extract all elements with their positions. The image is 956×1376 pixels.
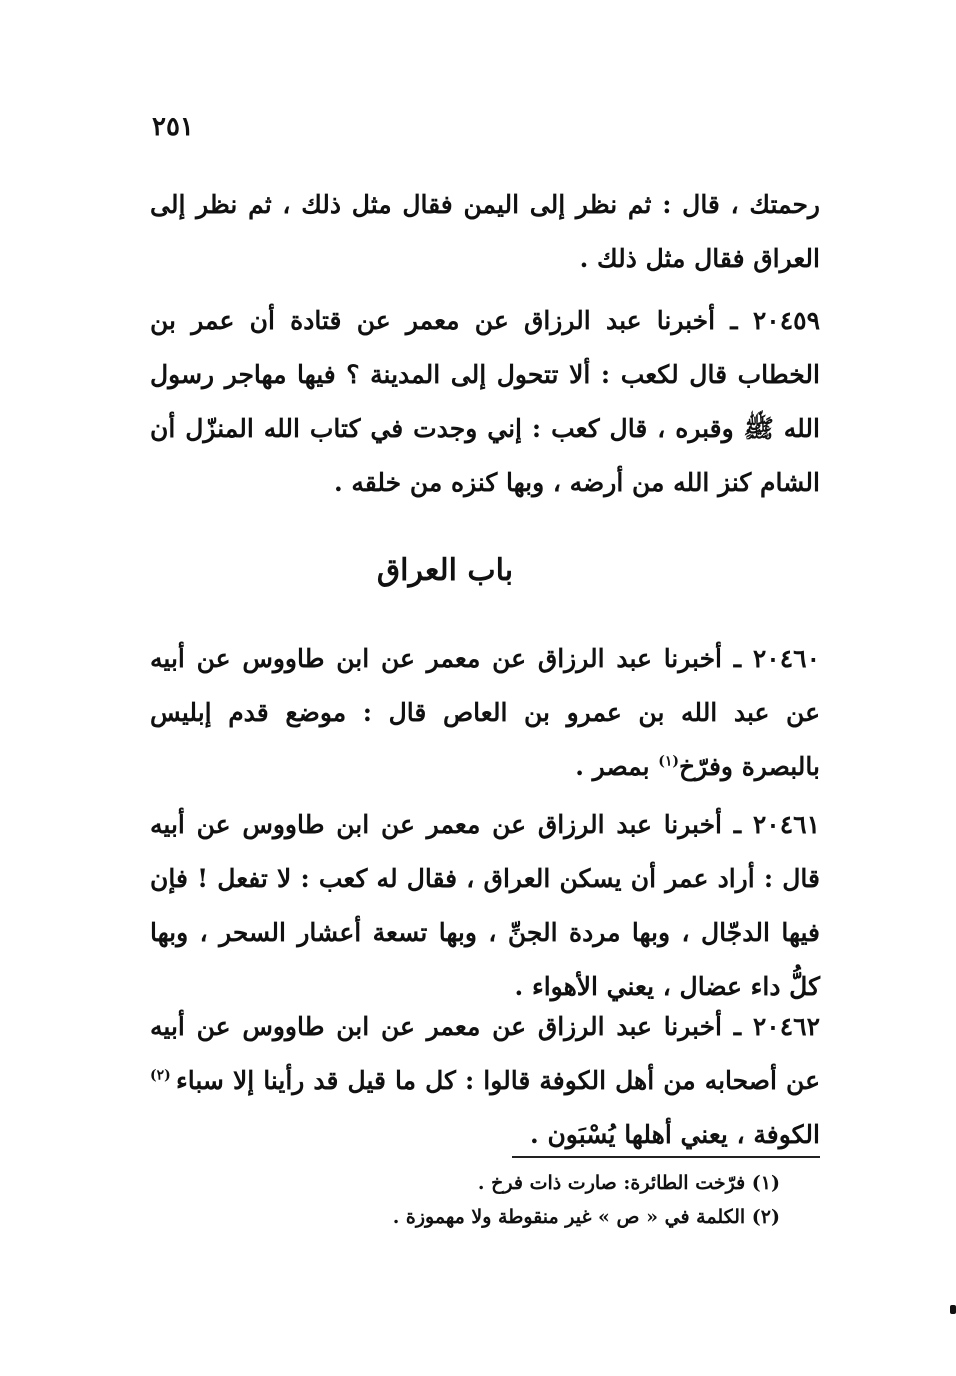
chapter-heading-text: باب العراق bbox=[376, 553, 514, 588]
paragraph-20462-end: الكوفة ، يعني أهلها يُسْبَون . bbox=[530, 1120, 820, 1149]
paragraph-20462-text: ٢٠٤٦٢ ـ أخبرنا عبد الرزاق عن معمر عن ابن طاووس عن أبيه عن أصحابه من أهل الكوفة قالوا : كل ما قيل قد رأينا إلا سباء bbox=[150, 1012, 820, 1095]
scan-speck bbox=[950, 1305, 956, 1314]
footnote-2: (٢) الكلمة في « ص » غير منقوطة ولا مهموزة . bbox=[392, 1206, 780, 1228]
footnotes bbox=[150, 1166, 820, 1234]
paragraph-20460-end: بمصر . bbox=[575, 752, 659, 781]
footnote-marker-1: (١) bbox=[658, 753, 680, 770]
footnote-divider bbox=[512, 1156, 820, 1158]
paragraph-20460-text: ٢٠٤٦٠ ـ أخبرنا عبد الرزاق عن معمر عن ابن طاووس عن أبيه عن عبد الله بن عمرو بن العاص قال : موضع قدم إبليس بالبصرة وفرّخ bbox=[150, 644, 820, 781]
paragraph-continuation: رحمتك ، قال : ثم نظر إلى اليمن فقال مثل ذلك ، ثم نظر إلى العراق فقال مثل ذلك . bbox=[150, 190, 820, 273]
page-number: ٢٥١ bbox=[152, 112, 194, 142]
paragraph-20462 bbox=[150, 1000, 820, 1162]
footnote-1: (١) فرّخت الطائرة: صارت ذات فرخ . bbox=[477, 1172, 780, 1194]
footnote-marker-2: (٢) bbox=[150, 1067, 177, 1084]
paragraph-20460 bbox=[150, 632, 820, 794]
paragraph-20461: ٢٠٤٦١ ـ أخبرنا عبد الرزاق عن معمر عن ابن طاووس عن أبيه قال : أراد عمر أن يسكن العراق ، فقال له كعب : لا تفعل ! فإن فيها الدجّال ، وبها مردة الجنِّ ، وبها تسعة أعشار السحر ، وبها كلُّ داء عضال ، يعني الأهواء . bbox=[150, 810, 820, 1001]
chapter-heading bbox=[150, 553, 820, 588]
paragraph-20459: ٢٠٤٥٩ ـ أخبرنا عبد الرزاق عن معمر عن قتادة أن عمر بن الخطاب قال لكعب : ألا تتحول إلى المدينة ؟ فيها مهاجر رسول الله ﷺ وقبره ، قال كعب : إني وجدت في كتاب الله المنزّل أن الشام كنز الله من أرضه ، وبها كنزه من خلقه . bbox=[150, 306, 820, 497]
